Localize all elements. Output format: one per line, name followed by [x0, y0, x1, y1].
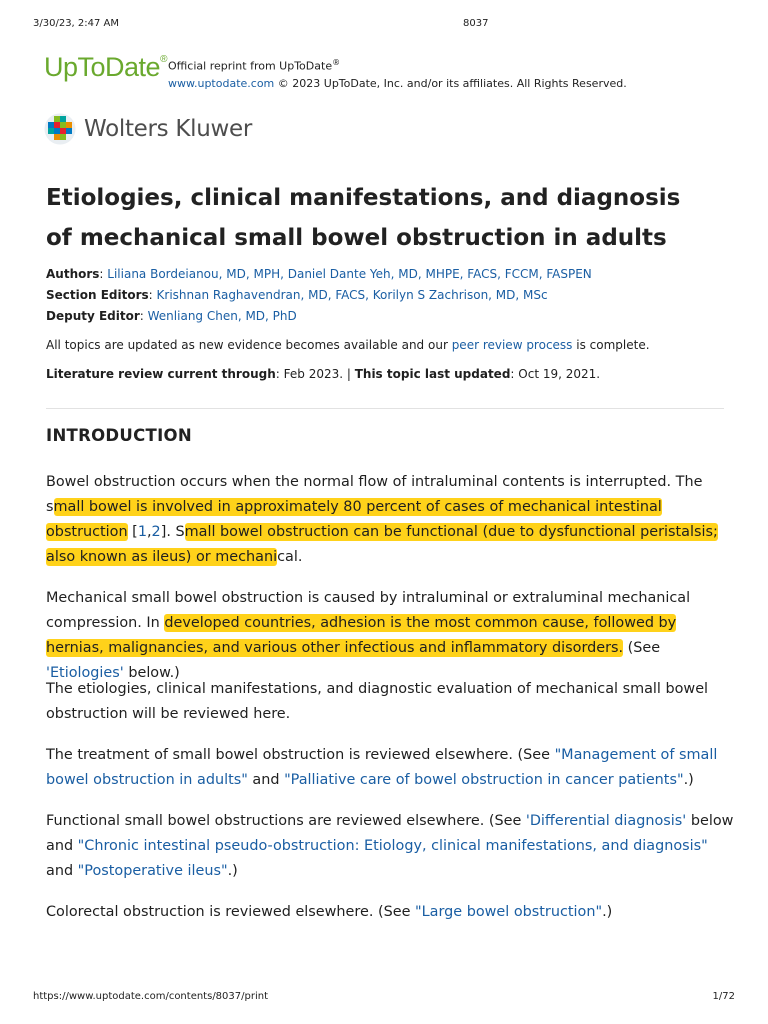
section-divider [46, 408, 724, 409]
intro-paragraph-2: Mechanical small bowel obstruction is caused by intraluminal or extraluminal mechanical compression. In developed countries, adhesion is the most common cause, followed by hernias, malignancies, and various other infectious and inflammatory disorders. (See 'Etiologies' below.) [46, 590, 691, 681]
publisher-name: Wolters Kluwer [84, 116, 253, 142]
highlight: mall bowel is involved in approximately 80 percent of cases of mechanical intestinal obstruction [46, 499, 662, 540]
print-url: https://www.uptodate.com/contents/8037/print [33, 991, 268, 1002]
management-sbo-link[interactable]: "Management of small bowel obstruction in adults" [46, 747, 718, 788]
reference-link[interactable]: 1 [137, 524, 147, 540]
lit-review-label: Literature review current through [46, 367, 276, 381]
palliative-care-link[interactable]: "Palliative care of bowel obstruction in cancer patients" [284, 772, 684, 788]
copyright-text: © 2023 UpToDate, Inc. and/or its affiliates. All Rights Reserved. [277, 76, 627, 90]
differential-diagnosis-link[interactable]: 'Differential diagnosis' [525, 813, 687, 829]
etiologies-link[interactable]: 'Etiologies' [46, 665, 124, 681]
copyright-line [168, 75, 627, 92]
review-dates: Literature review current through: Feb 2023. | This topic last updated: Oct 19, 2021. [46, 367, 601, 381]
intro-paragraph-6: Colorectal obstruction is reviewed elsewhere. (See "Large bowel obstruction".) [46, 904, 613, 920]
brand-row [44, 52, 724, 88]
deputy-editor-link[interactable]: Wenliang Chen, MD, PhD [147, 309, 297, 323]
wolters-kluwer-logo[interactable] [44, 113, 344, 147]
lit-review-value: Feb 2023. | [279, 367, 355, 381]
logo-text: UpToDate [44, 52, 161, 82]
page-number: 1/72 [712, 991, 735, 1002]
logo-mark: ® [160, 54, 167, 65]
authors-links[interactable]: Liliana Bordeianou, MD, MPH, Daniel Dante Yeh, MD, MHPE, FACS, FCCM, FASPEN [107, 267, 592, 281]
postoperative-ileus-link[interactable]: "Postoperative ileus" [77, 863, 228, 879]
intro-paragraph-4: The treatment of small bowel obstruction is reviewed elsewhere. (See "Management of small bowel obstruction in adults" and "Palliative care of bowel obstruction in cancer patients".) [46, 747, 718, 788]
update-note: All topics are updated as new evidence becomes available and our peer review process is complete. [46, 338, 650, 352]
reference-link[interactable]: 2 [151, 524, 161, 540]
reprint-line: Official reprint from UpToDate® [168, 58, 341, 73]
intro-paragraph-5: Functional small bowel obstructions are reviewed elsewhere. (See 'Differential diagnosis' below and "Chronic intestinal pseudo-obstruction: Etiology, clinical manifestations, and diagnosis" and "Postoperative ileus".) [46, 813, 734, 879]
site-link[interactable]: www.uptodate.com [168, 76, 275, 90]
highlight: mall bowel obstruction can be functional (due to dysfunctional peristalsis; also known as ileus) or mechani [46, 524, 718, 565]
uptodate-logo[interactable] [44, 52, 167, 83]
article-credits [46, 264, 736, 327]
deputy-editor-row: Deputy Editor: Wenliang Chen, MD, PhD [46, 309, 297, 323]
peer-review-link[interactable]: peer review process [451, 338, 573, 352]
last-updated-label: This topic last updated [354, 367, 511, 381]
article-title: Etiologies, clinical manifestations, and diagnosis of mechanical small bowel obstruction in adults [46, 185, 681, 251]
wolters-kluwer-mark-icon [44, 113, 76, 145]
highlight: developed countries, adhesion is the most common cause, followed by hernias, malignancies, and various other infectious and inflammatory disorders. [46, 615, 677, 656]
section-editors-row: Section Editors: Krishnan Raghavendran, MD, FACS, Korilyn S Zachrison, MD, MSc [46, 288, 548, 302]
reprint-notice [168, 54, 627, 92]
introduction-heading: INTRODUCTION [46, 426, 192, 445]
print-footer [33, 991, 735, 1005]
intro-paragraph-1: Bowel obstruction occurs when the normal flow of intraluminal contents is interrupted. The small bowel is involved in approximately 80 percent of cases of mechanical intestinal obstruction [1,2]. Small bowel obstruction can be functional (due to dysfunctional peristalsis; also known as ileus) or mechanical. [46, 474, 718, 565]
intro-paragraph-3: The etiologies, clinical manifestations, and diagnostic evaluation of mechanical small bowel obstruction will be reviewed here. [46, 681, 709, 722]
section-editors-links[interactable]: Krishnan Raghavendran, MD, FACS, Korilyn S Zachrison, MD, MSc [156, 288, 548, 302]
print-date: 3/30/23, 2:47 AM [33, 18, 120, 29]
print-header [33, 18, 735, 32]
authors-row: Authors: Liliana Bordeianou, MD, MPH, Daniel Dante Yeh, MD, MHPE, FACS, FCCM, FASPEN [46, 267, 592, 281]
large-bowel-obstruction-link[interactable]: "Large bowel obstruction" [415, 904, 603, 920]
pseudo-obstruction-link[interactable]: "Chronic intestinal pseudo-obstruction: Etiology, clinical manifestations, and diagnosis" [77, 838, 708, 854]
last-updated-value: Oct 19, 2021. [514, 367, 601, 381]
print-title: 8037 [463, 18, 489, 29]
